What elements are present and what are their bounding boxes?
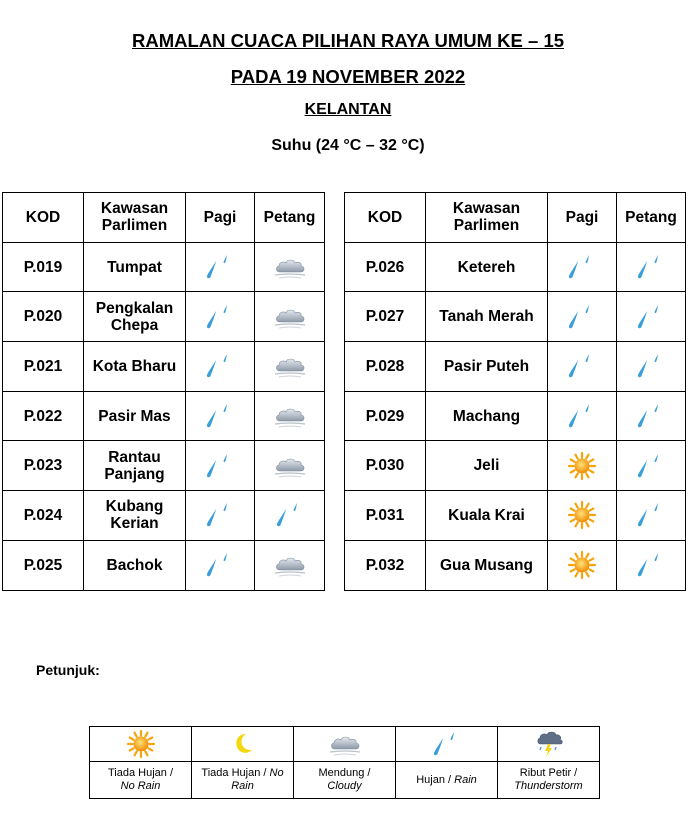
rain-icon (633, 457, 669, 474)
header-pagi: Pagi (186, 193, 255, 243)
header-kod: KOD (3, 193, 84, 243)
petang-cell (255, 441, 325, 491)
table-row (3, 342, 325, 392)
kod-cell: P.024 (3, 491, 84, 541)
legend-text-cell: Hujan / Rain (396, 762, 498, 799)
kawasan-cell: Bachok (84, 540, 186, 590)
rain-icon (202, 358, 238, 375)
report-date: PADA 19 NOVEMBER 2022 (230, 66, 466, 87)
legend-text-cell: Mendung / Cloudy (294, 762, 396, 799)
sun-icon (123, 738, 159, 750)
cloudy-icon (272, 556, 308, 573)
header-petang: Petang (255, 193, 325, 243)
table-row (345, 342, 686, 392)
legend-text-cell: Tiada Hujan / No Rain (192, 762, 294, 799)
kawasan-cell: Kuala Krai (426, 491, 548, 541)
table-row (3, 441, 325, 491)
legend-icon-cell (294, 727, 396, 762)
forecast-table-right (344, 192, 686, 591)
table-row (345, 441, 686, 491)
petang-cell (255, 342, 325, 392)
thunderstorm-icon (531, 738, 567, 750)
rain-icon (633, 308, 669, 325)
table-row (3, 242, 325, 292)
rain-icon (202, 556, 238, 573)
kawasan-cell: Tumpat (84, 242, 186, 292)
rain-icon (429, 738, 465, 750)
rain-icon (202, 457, 238, 474)
kod-cell: P.031 (345, 491, 426, 541)
sun-icon (564, 457, 600, 474)
header-pagi: Pagi (548, 193, 617, 243)
petang-cell (255, 292, 325, 342)
header-kawasan: Kawasan Parlimen (84, 193, 186, 243)
pagi-cell (186, 441, 255, 491)
pagi-cell (548, 540, 617, 590)
rain-icon (564, 358, 600, 375)
legend-icon-cell (192, 727, 294, 762)
rain-icon (202, 407, 238, 424)
table-row (345, 292, 686, 342)
pagi-cell (548, 242, 617, 292)
table-row (345, 540, 686, 590)
kawasan-cell: Gua Musang (426, 540, 548, 590)
moon-icon (225, 738, 261, 750)
rain-icon (633, 407, 669, 424)
pagi-cell (548, 342, 617, 392)
kod-cell: P.026 (345, 242, 426, 292)
pagi-cell (548, 292, 617, 342)
rain-icon (202, 258, 238, 275)
table-row (345, 391, 686, 441)
pagi-cell (186, 292, 255, 342)
kod-cell: P.019 (3, 242, 84, 292)
petang-cell (255, 491, 325, 541)
kod-cell: P.028 (345, 342, 426, 392)
legend-text-cell: Ribut Petir / Thunderstorm (498, 762, 600, 799)
pagi-cell (548, 391, 617, 441)
rain-icon (202, 507, 238, 524)
petang-cell (617, 292, 686, 342)
table-row (3, 292, 325, 342)
cloudy-icon (272, 308, 308, 325)
pagi-cell (548, 491, 617, 541)
kod-cell: P.029 (345, 391, 426, 441)
kod-cell: P.030 (345, 441, 426, 491)
rain-icon (633, 507, 669, 524)
pagi-cell (186, 540, 255, 590)
cloudy-icon (272, 358, 308, 375)
rain-icon (633, 556, 669, 573)
report-title: RAMALAN CUACA PILIHAN RAYA UMUM KE – 15 (131, 30, 565, 51)
petang-cell (617, 242, 686, 292)
kod-cell: P.032 (345, 540, 426, 590)
table-row (3, 540, 325, 590)
kawasan-cell: Jeli (426, 441, 548, 491)
temperature-range: Suhu (24 °C – 32 °C) (271, 137, 425, 154)
pagi-cell (186, 242, 255, 292)
pagi-cell (186, 491, 255, 541)
cloudy-icon (272, 407, 308, 424)
kawasan-cell: Tanah Merah (426, 292, 548, 342)
kod-cell: P.025 (3, 540, 84, 590)
rain-icon (564, 308, 600, 325)
legend-icon-cell (498, 727, 600, 762)
kawasan-cell: Rantau Panjang (84, 441, 186, 491)
legend-icon-cell (90, 727, 192, 762)
header-kod: KOD (345, 193, 426, 243)
legend-icon-cell (396, 727, 498, 762)
rain-icon (633, 358, 669, 375)
header-kawasan: Kawasan Parlimen (426, 193, 548, 243)
kawasan-cell: Kota Bharu (84, 342, 186, 392)
kod-cell: P.021 (3, 342, 84, 392)
table-row (3, 491, 325, 541)
cloudy-icon (272, 457, 308, 474)
petang-cell (617, 491, 686, 541)
petang-cell (617, 540, 686, 590)
petang-cell (617, 342, 686, 392)
rain-icon (564, 407, 600, 424)
rain-icon (564, 258, 600, 275)
table-row (345, 491, 686, 541)
kod-cell: P.020 (3, 292, 84, 342)
table-row (3, 391, 325, 441)
pagi-cell (548, 441, 617, 491)
rain-icon (633, 258, 669, 275)
kawasan-cell: Pasir Mas (84, 391, 186, 441)
pagi-cell (186, 391, 255, 441)
kod-cell: P.023 (3, 441, 84, 491)
kawasan-cell: Kubang Kerian (84, 491, 186, 541)
petang-cell (617, 391, 686, 441)
table-row (345, 242, 686, 292)
legend-text-cell: Tiada Hujan / No Rain (90, 762, 192, 799)
legend-table (89, 726, 600, 799)
cloudy-icon (272, 258, 308, 275)
rain-icon (272, 507, 308, 524)
sun-icon (564, 507, 600, 524)
sun-icon (564, 556, 600, 573)
cloudy-icon (327, 738, 363, 750)
kod-cell: P.027 (345, 292, 426, 342)
petang-cell (617, 441, 686, 491)
petang-cell (255, 540, 325, 590)
petang-cell (255, 242, 325, 292)
kod-cell: P.022 (3, 391, 84, 441)
forecast-table-left (2, 192, 325, 591)
petang-cell (255, 391, 325, 441)
kawasan-cell: Machang (426, 391, 548, 441)
header-petang: Petang (617, 193, 686, 243)
rain-icon (202, 308, 238, 325)
legend-label: Petunjuk: (36, 662, 100, 678)
kawasan-cell: Pengkalan Chepa (84, 292, 186, 342)
state-name: KELANTAN (304, 101, 392, 118)
kawasan-cell: Pasir Puteh (426, 342, 548, 392)
pagi-cell (186, 342, 255, 392)
kawasan-cell: Ketereh (426, 242, 548, 292)
